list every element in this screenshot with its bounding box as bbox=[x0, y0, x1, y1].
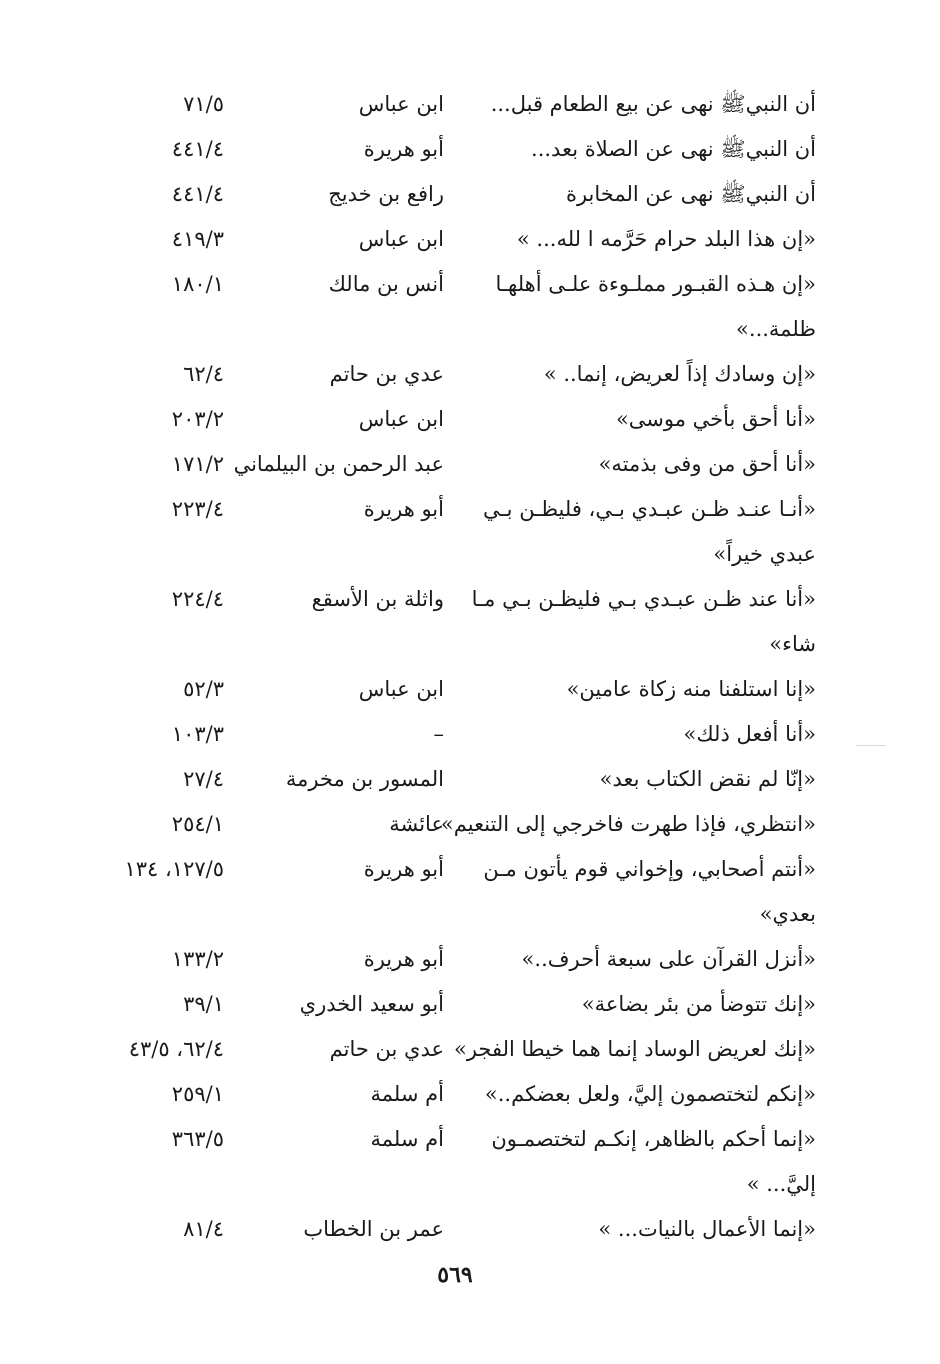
hadith-text: «إن هـذه القبـور مملـوءة علـى أهلهـا ظلمة...» bbox=[486, 262, 816, 352]
hadith-text: «أنـا عنـد ظـن عبـدي بـي، فليظـن بـي عبدي خيراً» bbox=[486, 487, 816, 577]
entry-row bbox=[0, 1117, 940, 1207]
narrator: عدي بن حاتم bbox=[329, 1037, 444, 1061]
reference: ٤٤١/٤ bbox=[171, 182, 224, 206]
narrator: أبو هريرة bbox=[363, 857, 444, 881]
hadith-text-continuation: شاء» bbox=[769, 632, 816, 656]
hadith-text: «أنا أفعل ذلك» bbox=[683, 722, 816, 746]
reference: ٤٤١/٤ bbox=[171, 137, 224, 161]
entry-row bbox=[0, 352, 940, 397]
hadith-text: «إنّا لم نقض الكتاب بعد» bbox=[599, 767, 816, 791]
entry-row bbox=[0, 577, 940, 667]
narrator: أنس بن مالك bbox=[328, 272, 444, 296]
narrator: عمر بن الخطاب bbox=[303, 1217, 444, 1241]
entry-row bbox=[0, 1027, 940, 1072]
entry-row bbox=[0, 712, 940, 757]
narrator: أبو هريرة bbox=[363, 137, 444, 161]
narrator: ابن عباس bbox=[358, 407, 444, 431]
reference: ١٨٠/١ bbox=[171, 272, 224, 296]
hadith-text: أن النبيﷺ نهى عن بيع الطعام قبل... bbox=[490, 92, 816, 116]
reference: ٢٢٣/٤ bbox=[171, 497, 224, 521]
entry-row bbox=[0, 487, 940, 577]
hadith-text: «أنا أحق من وفى بذمته» bbox=[598, 452, 816, 476]
narrator: المسور بن مخرمة bbox=[285, 767, 444, 791]
hadith-text: «أنا أحق بأخي موسى» bbox=[615, 407, 816, 431]
hadith-text: «أنتم أصحابي، وإخواني قوم يأتون مـن بعدي» bbox=[486, 847, 816, 937]
narrator: رافع بن خديج bbox=[328, 182, 444, 206]
reference: ١٠٣/٣ bbox=[171, 722, 224, 746]
reference: ١٢٧/٥، ١٣٤ bbox=[124, 857, 224, 881]
hadith-text: «إنا استلفنا منه زكاة عامين» bbox=[566, 677, 816, 701]
hadith-text-continuation: ظلمة...» bbox=[736, 317, 816, 341]
entry-row bbox=[0, 442, 940, 487]
reference: ٢٥٩/١ bbox=[171, 1082, 224, 1106]
entry-row bbox=[0, 397, 940, 442]
hadith-text: «إنك تتوضأ من بئر بضاعة» bbox=[581, 992, 816, 1016]
reference: ٥٢/٣ bbox=[183, 677, 224, 701]
narrator: ابن عباس bbox=[358, 92, 444, 116]
reference: ٢٧/٤ bbox=[183, 767, 224, 791]
hadith-text: «إنكم لتختصمون إليَّ، ولعل بعضكم..» bbox=[484, 1082, 816, 1106]
hadith-text: «إنما أحكم بالظاهر، إنكـم لتختصمـون إليَّ... » bbox=[486, 1117, 816, 1207]
entry-row bbox=[0, 82, 940, 127]
hadith-text: «إن وسادك إذاً لعريض، إنما.. » bbox=[543, 362, 816, 386]
entry-row bbox=[0, 847, 940, 937]
reference: ٢٠٣/٢ bbox=[171, 407, 224, 431]
entry-row bbox=[0, 937, 940, 982]
reference: ٢٥٤/١ bbox=[171, 812, 224, 836]
hadith-text-continuation: عبدي خيراً» bbox=[713, 542, 816, 566]
hadith-text: «إنك لعريض الوساد إنما هما خيطا الفجر» bbox=[453, 1037, 816, 1061]
hadith-text: «أنزل القرآن على سبعة أحرف..» bbox=[521, 947, 816, 971]
hadith-text: أن النبيﷺ نهى عن المخابرة bbox=[565, 182, 816, 206]
narrator: أم سلمة bbox=[370, 1127, 444, 1151]
narrator: عبد الرحمن بن البيلماني bbox=[233, 452, 444, 476]
reference: ٣٦٣/٥ bbox=[171, 1127, 224, 1151]
entry-row bbox=[0, 982, 940, 1027]
narrator: أبو هريرة bbox=[363, 947, 444, 971]
narrator: أبو هريرة bbox=[363, 497, 444, 521]
entry-row bbox=[0, 217, 940, 262]
reference: ٨١/٤ bbox=[183, 1217, 224, 1241]
narrator: عائشة bbox=[389, 812, 444, 836]
entry-row bbox=[0, 1207, 940, 1252]
reference: ١٧١/٢ bbox=[171, 452, 224, 476]
hadith-text: «انتظري، فإذا طهرت فاخرجي إلى التنعيم» bbox=[440, 812, 816, 836]
hadith-text: «إنما الأعمال بالنيات... » bbox=[598, 1217, 816, 1241]
entry-row bbox=[0, 127, 940, 172]
page-number: ٥٦٩ bbox=[437, 1262, 473, 1288]
reference: ٦٢/٤، ٤٣/٥ bbox=[128, 1037, 224, 1061]
entry-row bbox=[0, 757, 940, 802]
entry-row bbox=[0, 172, 940, 217]
reference: ٢٢٤/٤ bbox=[171, 587, 224, 611]
hadith-text-continuation: إليَّ... » bbox=[746, 1172, 816, 1196]
entry-row bbox=[0, 802, 940, 847]
hadith-index-table bbox=[0, 82, 940, 1252]
narrator: واثلة بن الأسقع bbox=[311, 587, 444, 611]
reference: ٦٢/٤ bbox=[183, 362, 224, 386]
reference: ٤١٩/٣ bbox=[171, 227, 224, 251]
narrator: أبو سعيد الخدري bbox=[299, 992, 444, 1016]
narrator: ابن عباس bbox=[358, 677, 444, 701]
narrator: أم سلمة bbox=[370, 1082, 444, 1106]
entry-row bbox=[0, 1072, 940, 1117]
hadith-text: أن النبيﷺ نهى عن الصلاة بعد... bbox=[531, 137, 816, 161]
reference: ١٣٣/٢ bbox=[171, 947, 224, 971]
hadith-text: «أنا عند ظـن عبـدي بـي فليظـن بـي مـا شاء» bbox=[486, 577, 816, 667]
reference: ٧١/٥ bbox=[183, 92, 224, 116]
narrator: – bbox=[433, 722, 444, 746]
entry-row bbox=[0, 262, 940, 352]
hadith-text: «إن هذا البلد حرام حَرَّمه ا لله... » bbox=[516, 227, 816, 251]
reference: ٣٩/١ bbox=[183, 992, 224, 1016]
narrator: عدي بن حاتم bbox=[329, 362, 444, 386]
margin-line bbox=[856, 745, 886, 746]
narrator: ابن عباس bbox=[358, 227, 444, 251]
entry-row bbox=[0, 667, 940, 712]
hadith-text-continuation: بعدي» bbox=[759, 902, 816, 926]
